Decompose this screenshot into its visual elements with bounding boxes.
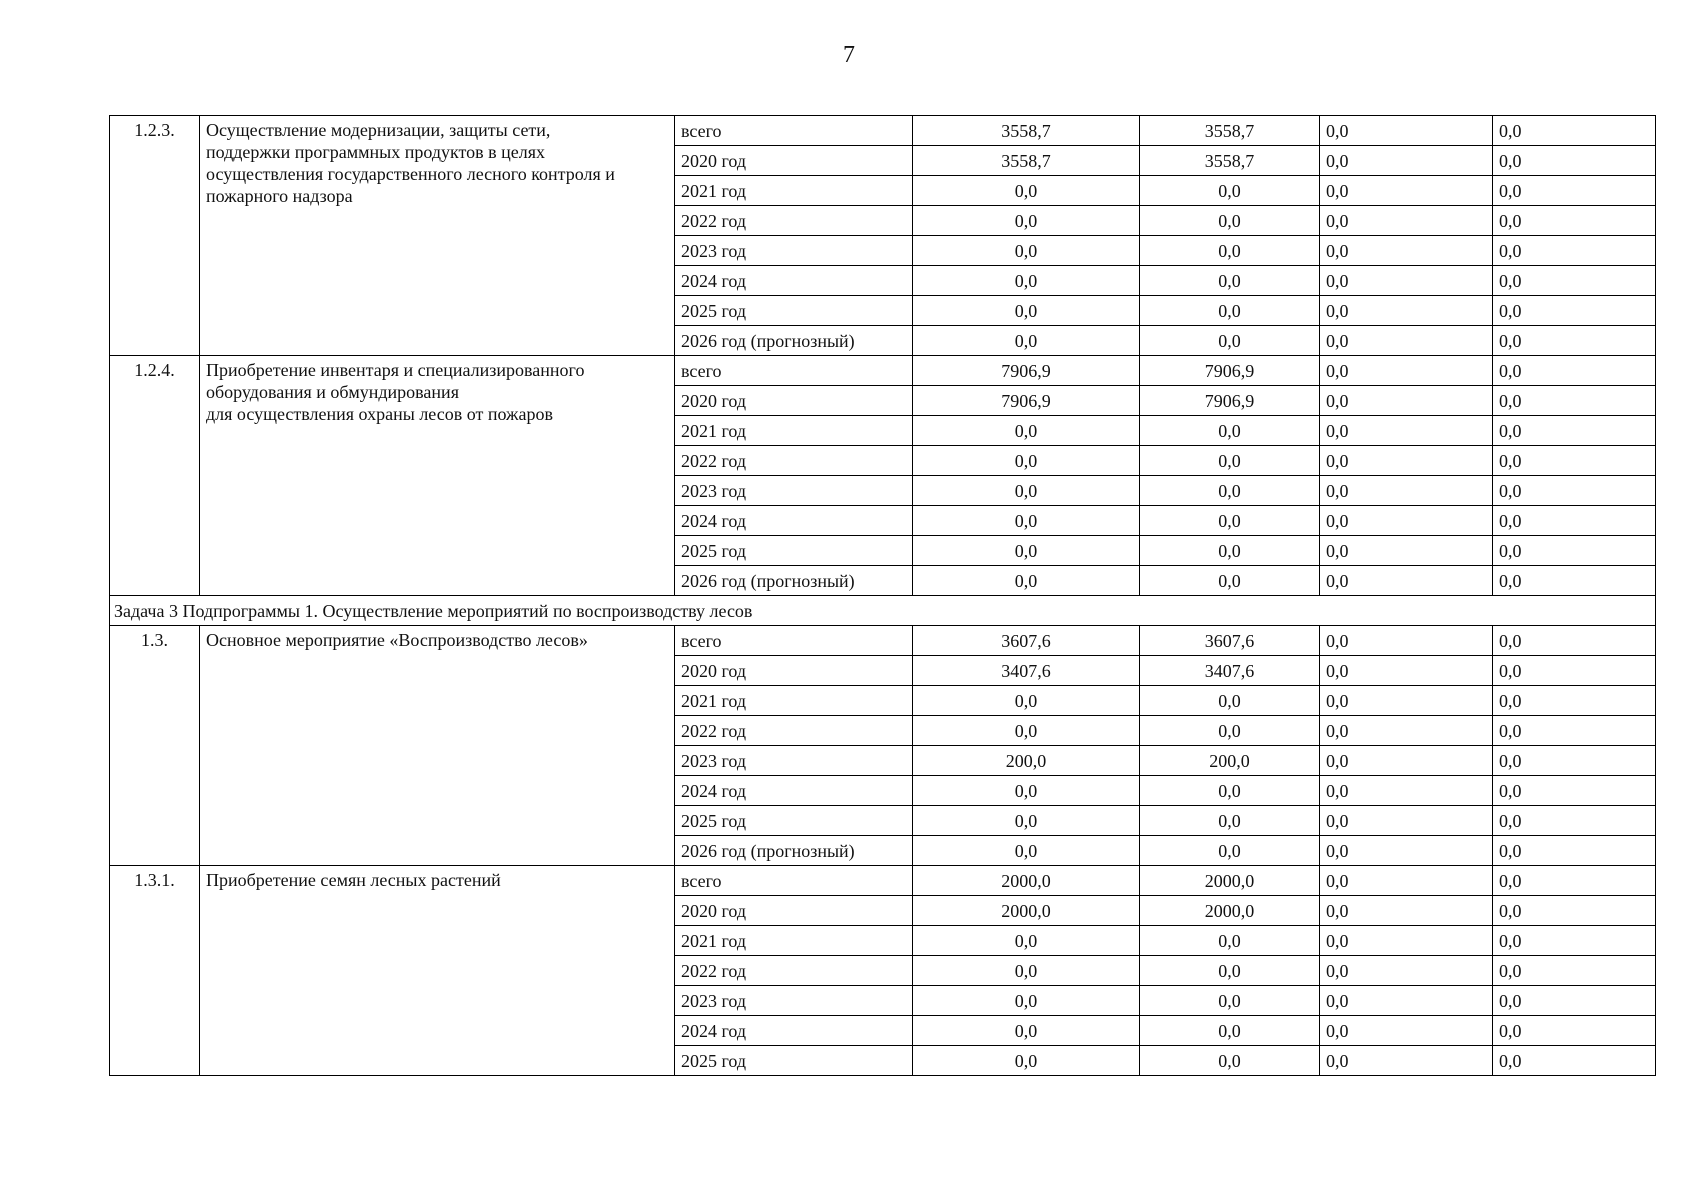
value-cell: 0,0 [1320, 896, 1493, 926]
value-cell: 0,0 [1320, 746, 1493, 776]
value-cell: 0,0 [1493, 716, 1656, 746]
total-cell: 7906,9 [913, 386, 1140, 416]
value-cell: 0,0 [1493, 476, 1656, 506]
budget-cell: 0,0 [1140, 986, 1320, 1016]
value-cell: 0,0 [1493, 356, 1656, 386]
item-number: 1.2.3. [110, 116, 200, 356]
item-name [200, 356, 675, 596]
value-cell: 0,0 [1493, 986, 1656, 1016]
item-name-line: поддержки программных продуктов в целях [206, 142, 546, 162]
period-cell: 2022 год [675, 956, 913, 986]
budget-cell: 0,0 [1140, 326, 1320, 356]
value-cell: 0,0 [1320, 1046, 1493, 1076]
task-heading: Задача 3 Подпрограммы 1. Осуществление мероприятий по воспроизводству лесов [110, 596, 1656, 626]
value-cell: 0,0 [1320, 236, 1493, 266]
period-cell: 2021 год [675, 926, 913, 956]
total-cell: 0,0 [913, 1016, 1140, 1046]
value-cell: 0,0 [1320, 956, 1493, 986]
item-name-line: осуществления государственного лесного контроля и [206, 164, 615, 184]
table-row [110, 356, 1656, 386]
item-name-line: Осуществление модернизации, защиты сети, [206, 120, 551, 140]
budget-cell: 2000,0 [1140, 866, 1320, 896]
total-cell: 0,0 [913, 266, 1140, 296]
total-cell: 3407,6 [913, 656, 1140, 686]
budget-cell: 7906,9 [1140, 356, 1320, 386]
period-cell: 2025 год [675, 806, 913, 836]
value-cell: 0,0 [1493, 206, 1656, 236]
total-cell: 0,0 [913, 536, 1140, 566]
budget-cell: 0,0 [1140, 416, 1320, 446]
budget-cell: 7906,9 [1140, 386, 1320, 416]
budget-cell: 0,0 [1140, 236, 1320, 266]
value-cell: 0,0 [1493, 116, 1656, 146]
value-cell: 0,0 [1320, 356, 1493, 386]
period-cell: 2024 год [675, 776, 913, 806]
period-cell: 2022 год [675, 206, 913, 236]
period-cell: всего [675, 356, 913, 386]
item-name-line: Основное мероприятие «Воспроизводство лесов» [206, 630, 588, 650]
value-cell: 0,0 [1320, 416, 1493, 446]
value-cell: 0,0 [1493, 446, 1656, 476]
period-cell: 2025 год [675, 1046, 913, 1076]
value-cell: 0,0 [1320, 866, 1493, 896]
total-cell: 3558,7 [913, 146, 1140, 176]
value-cell: 0,0 [1320, 566, 1493, 596]
value-cell: 0,0 [1493, 326, 1656, 356]
budget-cell: 0,0 [1140, 686, 1320, 716]
value-cell: 0,0 [1320, 506, 1493, 536]
total-cell: 0,0 [913, 716, 1140, 746]
total-cell: 200,0 [913, 746, 1140, 776]
value-cell: 0,0 [1493, 386, 1656, 416]
budget-cell: 0,0 [1140, 176, 1320, 206]
period-cell: всего [675, 116, 913, 146]
value-cell: 0,0 [1493, 956, 1656, 986]
value-cell: 0,0 [1493, 536, 1656, 566]
funding-table [109, 115, 1656, 1076]
period-cell: 2023 год [675, 986, 913, 1016]
total-cell: 3607,6 [913, 626, 1140, 656]
period-cell: всего [675, 866, 913, 896]
table-row [110, 866, 1656, 896]
total-cell: 7906,9 [913, 356, 1140, 386]
budget-cell: 0,0 [1140, 716, 1320, 746]
value-cell: 0,0 [1493, 176, 1656, 206]
period-cell: 2023 год [675, 746, 913, 776]
total-cell: 0,0 [913, 296, 1140, 326]
budget-cell: 0,0 [1140, 1046, 1320, 1076]
period-cell: 2026 год (прогнозный) [675, 836, 913, 866]
value-cell: 0,0 [1493, 896, 1656, 926]
total-cell: 0,0 [913, 776, 1140, 806]
item-name [200, 626, 675, 866]
item-name-line: для осуществления охраны лесов от пожаров [206, 404, 553, 424]
period-cell: 2021 год [675, 176, 913, 206]
value-cell: 0,0 [1493, 566, 1656, 596]
period-cell: 2020 год [675, 386, 913, 416]
page-number: 7 [843, 42, 855, 68]
period-cell: 2020 год [675, 896, 913, 926]
value-cell: 0,0 [1320, 836, 1493, 866]
period-cell: 2024 год [675, 266, 913, 296]
period-cell: 2026 год (прогнозный) [675, 566, 913, 596]
value-cell: 0,0 [1320, 476, 1493, 506]
budget-cell: 200,0 [1140, 746, 1320, 776]
period-cell: 2021 год [675, 686, 913, 716]
value-cell: 0,0 [1493, 686, 1656, 716]
value-cell: 0,0 [1493, 656, 1656, 686]
value-cell: 0,0 [1493, 776, 1656, 806]
total-cell: 2000,0 [913, 866, 1140, 896]
period-cell: 2024 год [675, 506, 913, 536]
item-number: 1.2.4. [110, 356, 200, 596]
value-cell: 0,0 [1320, 206, 1493, 236]
value-cell: 0,0 [1493, 416, 1656, 446]
value-cell: 0,0 [1320, 296, 1493, 326]
total-cell: 0,0 [913, 476, 1140, 506]
value-cell: 0,0 [1320, 386, 1493, 416]
total-cell: 0,0 [913, 566, 1140, 596]
budget-cell: 0,0 [1140, 956, 1320, 986]
period-cell: 2025 год [675, 536, 913, 566]
item-name-line: Приобретение инвентаря и специализированного [206, 360, 585, 380]
budget-cell: 0,0 [1140, 806, 1320, 836]
value-cell: 0,0 [1320, 1016, 1493, 1046]
value-cell: 0,0 [1320, 146, 1493, 176]
table-row [110, 116, 1656, 146]
period-cell: 2020 год [675, 146, 913, 176]
total-cell: 0,0 [913, 926, 1140, 956]
value-cell: 0,0 [1320, 686, 1493, 716]
value-cell: 0,0 [1320, 266, 1493, 296]
value-cell: 0,0 [1493, 1046, 1656, 1076]
budget-cell: 0,0 [1140, 1016, 1320, 1046]
budget-cell: 0,0 [1140, 296, 1320, 326]
total-cell: 0,0 [913, 176, 1140, 206]
period-cell: 2020 год [675, 656, 913, 686]
budget-cell: 0,0 [1140, 926, 1320, 956]
value-cell: 0,0 [1320, 536, 1493, 566]
value-cell: 0,0 [1493, 296, 1656, 326]
item-name [200, 116, 675, 356]
value-cell: 0,0 [1320, 926, 1493, 956]
period-cell: 2024 год [675, 1016, 913, 1046]
budget-cell: 0,0 [1140, 476, 1320, 506]
value-cell: 0,0 [1493, 926, 1656, 956]
value-cell: 0,0 [1320, 986, 1493, 1016]
period-cell: 2026 год (прогнозный) [675, 326, 913, 356]
value-cell: 0,0 [1320, 116, 1493, 146]
period-cell: 2023 год [675, 476, 913, 506]
value-cell: 0,0 [1493, 506, 1656, 536]
value-cell: 0,0 [1493, 1016, 1656, 1046]
total-cell: 0,0 [913, 806, 1140, 836]
value-cell: 0,0 [1320, 656, 1493, 686]
item-name-line: Приобретение семян лесных растений [206, 870, 501, 890]
budget-cell: 3558,7 [1140, 116, 1320, 146]
total-cell: 0,0 [913, 206, 1140, 236]
value-cell: 0,0 [1320, 716, 1493, 746]
budget-cell: 0,0 [1140, 266, 1320, 296]
value-cell: 0,0 [1320, 806, 1493, 836]
total-cell: 0,0 [913, 446, 1140, 476]
budget-cell: 0,0 [1140, 446, 1320, 476]
period-cell: 2025 год [675, 296, 913, 326]
total-cell: 0,0 [913, 836, 1140, 866]
budget-cell: 3607,6 [1140, 626, 1320, 656]
budget-cell: 0,0 [1140, 536, 1320, 566]
task-heading-row [110, 596, 1656, 626]
item-name [200, 866, 675, 1076]
total-cell: 0,0 [913, 956, 1140, 986]
value-cell: 0,0 [1320, 176, 1493, 206]
budget-cell: 0,0 [1140, 206, 1320, 236]
total-cell: 0,0 [913, 686, 1140, 716]
value-cell: 0,0 [1320, 326, 1493, 356]
budget-cell: 0,0 [1140, 506, 1320, 536]
total-cell: 0,0 [913, 506, 1140, 536]
value-cell: 0,0 [1320, 626, 1493, 656]
period-cell: 2022 год [675, 446, 913, 476]
total-cell: 2000,0 [913, 896, 1140, 926]
period-cell: всего [675, 626, 913, 656]
total-cell: 3558,7 [913, 116, 1140, 146]
item-number: 1.3.1. [110, 866, 200, 1076]
total-cell: 0,0 [913, 236, 1140, 266]
value-cell: 0,0 [1493, 746, 1656, 776]
budget-cell: 0,0 [1140, 776, 1320, 806]
value-cell: 0,0 [1493, 146, 1656, 176]
value-cell: 0,0 [1493, 626, 1656, 656]
total-cell: 0,0 [913, 1046, 1140, 1076]
total-cell: 0,0 [913, 416, 1140, 446]
period-cell: 2023 год [675, 236, 913, 266]
period-cell: 2022 год [675, 716, 913, 746]
value-cell: 0,0 [1493, 266, 1656, 296]
value-cell: 0,0 [1320, 776, 1493, 806]
value-cell: 0,0 [1320, 446, 1493, 476]
budget-cell: 3558,7 [1140, 146, 1320, 176]
table-row [110, 626, 1656, 656]
budget-cell: 2000,0 [1140, 896, 1320, 926]
total-cell: 0,0 [913, 326, 1140, 356]
item-number: 1.3. [110, 626, 200, 866]
value-cell: 0,0 [1493, 836, 1656, 866]
item-name-line: пожарного надзора [206, 186, 353, 206]
value-cell: 0,0 [1493, 236, 1656, 266]
budget-cell: 0,0 [1140, 836, 1320, 866]
value-cell: 0,0 [1493, 866, 1656, 896]
total-cell: 0,0 [913, 986, 1140, 1016]
value-cell: 0,0 [1493, 806, 1656, 836]
item-name-line: оборудования и обмундирования [206, 382, 459, 402]
budget-cell: 0,0 [1140, 566, 1320, 596]
period-cell: 2021 год [675, 416, 913, 446]
budget-cell: 3407,6 [1140, 656, 1320, 686]
